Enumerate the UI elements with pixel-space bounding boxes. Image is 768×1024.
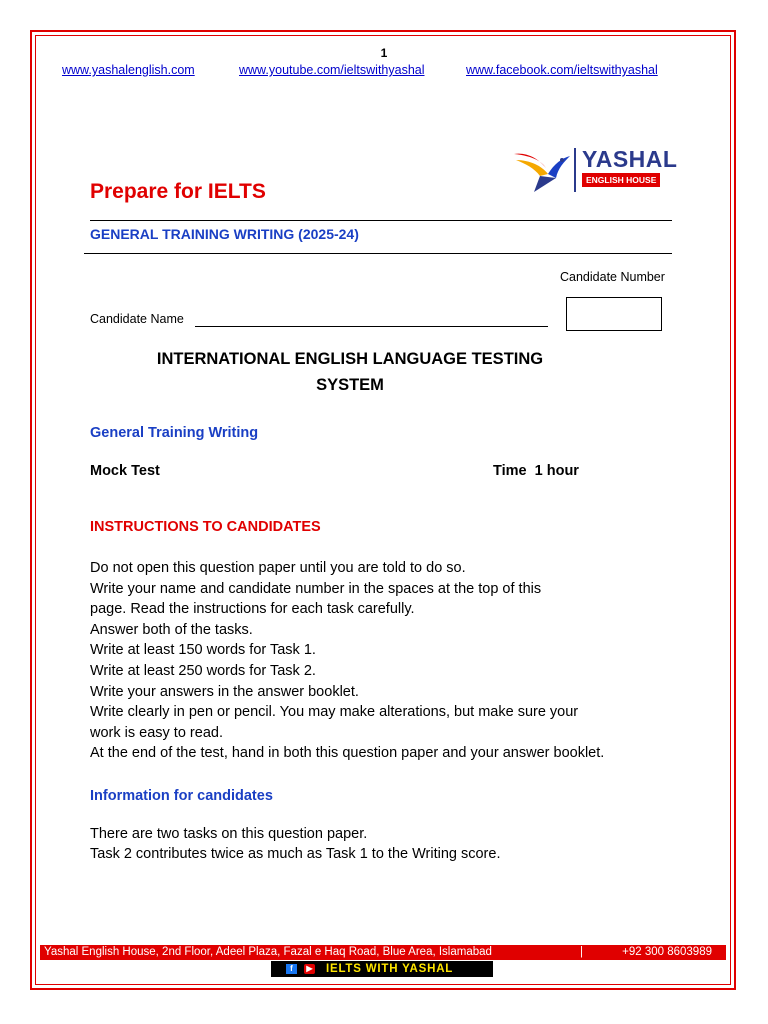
instruction-line: Write your answers in the answer booklet. <box>90 683 359 700</box>
section-heading: GENERAL TRAINING WRITING (2025-24) <box>90 226 359 242</box>
instruction-line: work is easy to read. <box>90 724 223 741</box>
website-link[interactable]: www.yashalenglish.com <box>62 63 195 77</box>
information-line: Task 2 contributes twice as much as Task 1 to the Writing score. <box>90 846 501 862</box>
candidate-name-line[interactable] <box>195 326 548 327</box>
facebook-icon: f <box>286 964 297 974</box>
youtube-link[interactable]: www.youtube.com/ieltswithyashal <box>239 63 425 77</box>
footer-address: Yashal English House, 2nd Floor, Adeel Plaza, Fazal e Haq Road, Blue Area, Islamabad <box>44 946 492 958</box>
yashal-logo <box>512 146 676 196</box>
instruction-line: page. Read the instructions for each task carefully. <box>90 601 415 618</box>
instructions-list <box>90 558 690 764</box>
instruction-line: Write at least 250 words for Task 2. <box>90 662 316 679</box>
logo-divider <box>574 148 576 192</box>
prepare-heading: Prepare for IELTS <box>90 180 266 203</box>
page-number: 1 <box>380 46 388 60</box>
facebook-link[interactable]: www.facebook.com/ieltswithyashal <box>466 63 658 77</box>
logo-subtitle: ENGLISH HOUSE <box>582 173 660 187</box>
main-title-line-2: SYSTEM <box>316 376 384 394</box>
candidate-name-label: Candidate Name <box>90 312 184 326</box>
instruction-line: Do not open this question paper until you are told to do so. <box>90 560 466 576</box>
information-heading: Information for candidates <box>90 788 273 804</box>
rule-top <box>90 220 672 221</box>
instruction-line: Write at least 150 words for Task 1. <box>90 642 316 659</box>
instructions-heading: INSTRUCTIONS TO CANDIDATES <box>90 519 321 535</box>
rule-bottom <box>84 253 672 254</box>
mock-test-label: Mock Test <box>90 463 160 479</box>
instruction-line: At the end of the test, hand in both this question paper and your answer booklet. <box>90 745 605 762</box>
instruction-line: Write your name and candidate number in the spaces at the top of this <box>90 580 542 597</box>
information-line: There are two tasks on this question paper. <box>90 826 368 842</box>
information-list <box>90 824 500 864</box>
candidate-number-box[interactable] <box>566 297 662 331</box>
social-banner <box>271 961 493 977</box>
main-title-line-1: INTERNATIONAL ENGLISH LANGUAGE TESTING <box>156 350 544 368</box>
footer-phone: +92 300 8603989 <box>622 946 712 958</box>
social-banner-text: IELTS WITH YASHAL <box>326 963 454 975</box>
main-title <box>100 346 600 398</box>
instruction-line: Write clearly in pen or pencil. You may make alterations, but make sure your <box>90 704 579 721</box>
footer-address-bar <box>40 945 726 960</box>
bird-icon <box>512 146 572 196</box>
time-label: Time 1 hour <box>493 463 579 479</box>
youtube-icon: ▶ <box>304 964 315 974</box>
footer-separator: | <box>580 946 583 958</box>
instruction-line: Answer both of the tasks. <box>90 621 253 638</box>
logo-wordmark: YASHAL <box>582 146 678 172</box>
subtitle: General Training Writing <box>90 425 259 441</box>
candidate-number-label: Candidate Number <box>560 270 665 284</box>
